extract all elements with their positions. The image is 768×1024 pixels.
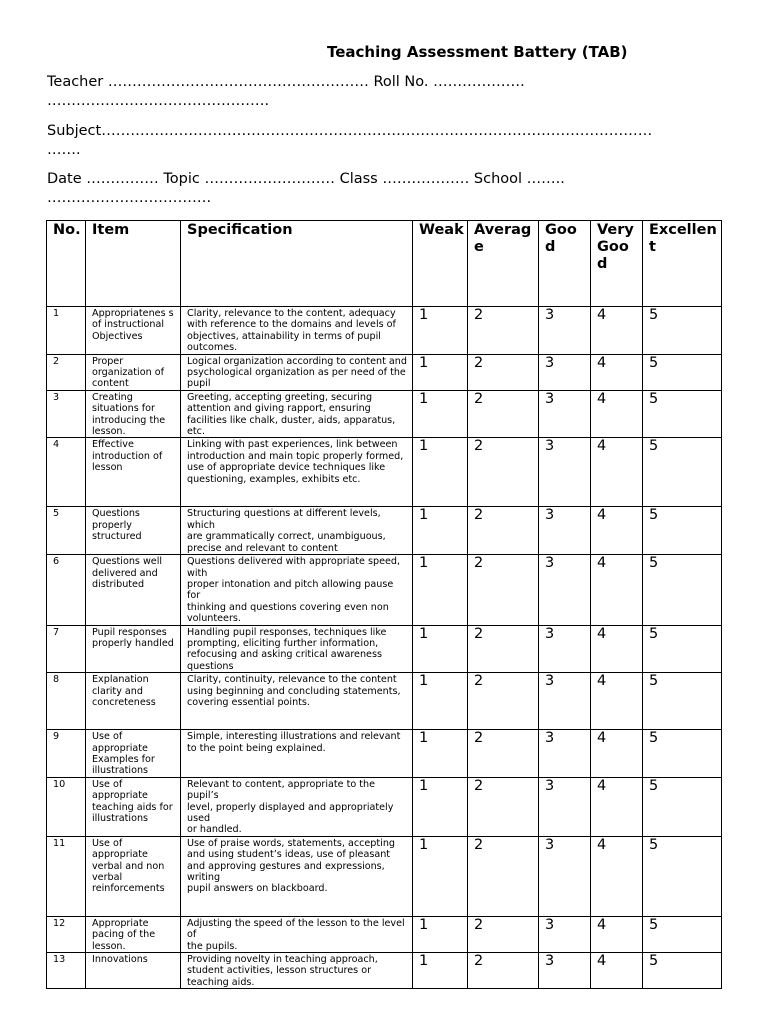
score-good: 3 — [539, 953, 591, 989]
row-specification: Logical organization according to content and psychological organization as per need of the pupil — [181, 354, 413, 390]
row-number: 13 — [47, 953, 86, 989]
row-specification: Simple, interesting illustrations and relevant to the point being explained. — [181, 730, 413, 778]
score-very-good: 4 — [591, 390, 643, 438]
score-very-good: 4 — [591, 953, 643, 989]
score-very-good: 4 — [591, 625, 643, 673]
score-excellent: 5 — [643, 673, 722, 730]
table-row — [47, 625, 722, 673]
score-good: 3 — [539, 307, 591, 355]
row-number: 11 — [47, 836, 86, 916]
score-excellent: 5 — [643, 354, 722, 390]
table-row — [47, 390, 722, 438]
score-weak: 1 — [413, 555, 468, 625]
date-topic-class-school-field-continued: ……………………………. — [47, 190, 212, 206]
assessment-table — [46, 220, 722, 989]
score-average: 2 — [468, 777, 539, 836]
row-item: Explanation clarity and concreteness — [86, 673, 181, 730]
score-very-good: 4 — [591, 836, 643, 916]
score-average: 2 — [468, 836, 539, 916]
row-specification: Relevant to content, appropriate to the pupil’s level, properly displayed and appropriately used or handled. — [181, 777, 413, 836]
row-item: Appropriatenes s of instructional Objectives — [86, 307, 181, 355]
row-number: 10 — [47, 777, 86, 836]
table-row — [47, 730, 722, 778]
header-good: Good — [539, 221, 591, 307]
row-number: 5 — [47, 507, 86, 555]
header-number: No. — [47, 221, 86, 307]
subject-field-continued: ……. — [47, 142, 81, 158]
row-item: Use of appropriate teaching aids for illustrations — [86, 777, 181, 836]
table-row — [47, 307, 722, 355]
header-average: Average — [468, 221, 539, 307]
teacher-roll-field: Teacher ……………………………………………… Roll No. ………………. — [47, 74, 525, 90]
score-average: 2 — [468, 730, 539, 778]
row-number: 9 — [47, 730, 86, 778]
score-very-good: 4 — [591, 438, 643, 507]
row-item: Use of appropriate Examples for illustrations — [86, 730, 181, 778]
table-row — [47, 916, 722, 952]
row-item: Creating situations for introducing the lesson. — [86, 390, 181, 438]
row-specification: Questions delivered with appropriate speed, with proper intonation and pitch allowing pause for thinking and questions covering even non volunteers. — [181, 555, 413, 625]
row-number: 12 — [47, 916, 86, 952]
teacher-roll-field-continued: ………………………………………. — [47, 93, 270, 109]
score-average: 2 — [468, 555, 539, 625]
score-excellent: 5 — [643, 625, 722, 673]
score-weak: 1 — [413, 625, 468, 673]
score-good: 3 — [539, 916, 591, 952]
score-weak: 1 — [413, 777, 468, 836]
row-specification: Providing novelty in teaching approach, student activities, lesson structures or teaching aids. — [181, 953, 413, 989]
score-weak: 1 — [413, 390, 468, 438]
score-average: 2 — [468, 390, 539, 438]
score-very-good: 4 — [591, 507, 643, 555]
score-very-good: 4 — [591, 777, 643, 836]
header-specification: Specification — [181, 221, 413, 307]
score-excellent: 5 — [643, 390, 722, 438]
header-weak: Weak — [413, 221, 468, 307]
score-very-good: 4 — [591, 730, 643, 778]
document-title: Teaching Assessment Battery (TAB) — [327, 43, 628, 61]
row-item: Pupil responses properly handled — [86, 625, 181, 673]
score-average: 2 — [468, 625, 539, 673]
score-good: 3 — [539, 555, 591, 625]
score-weak: 1 — [413, 953, 468, 989]
score-average: 2 — [468, 438, 539, 507]
row-item: Use of appropriate verbal and non verbal reinforcements — [86, 836, 181, 916]
score-excellent: 5 — [643, 555, 722, 625]
table-row — [47, 507, 722, 555]
score-average: 2 — [468, 507, 539, 555]
row-specification: Adjusting the speed of the lesson to the level of the pupils. — [181, 916, 413, 952]
table-row — [47, 354, 722, 390]
score-weak: 1 — [413, 307, 468, 355]
row-item: Proper organization of content — [86, 354, 181, 390]
score-good: 3 — [539, 730, 591, 778]
row-specification: Linking with past experiences, link between introduction and main topic properly formed, use of appropriate device techniques like questioning, examples, exhibits etc. — [181, 438, 413, 507]
score-good: 3 — [539, 777, 591, 836]
row-number: 2 — [47, 354, 86, 390]
score-good: 3 — [539, 625, 591, 673]
row-item: Effective introduction of lesson — [86, 438, 181, 507]
row-specification: Clarity, relevance to the content, adequacy with reference to the domains and levels of objectives, attainability in terms of pupil outcomes. — [181, 307, 413, 355]
score-weak: 1 — [413, 507, 468, 555]
row-number: 6 — [47, 555, 86, 625]
row-number: 8 — [47, 673, 86, 730]
row-specification: Handling pupil responses, techniques like prompting, eliciting further information, refocusing and asking critical awareness questions — [181, 625, 413, 673]
score-excellent: 5 — [643, 438, 722, 507]
row-number: 3 — [47, 390, 86, 438]
table-row — [47, 438, 722, 507]
score-very-good: 4 — [591, 354, 643, 390]
score-weak: 1 — [413, 354, 468, 390]
table-row — [47, 673, 722, 730]
date-topic-class-school-field: Date …………… Topic ……………………… Class ……………… School …….. — [47, 171, 565, 187]
score-very-good: 4 — [591, 555, 643, 625]
row-item: Innovations — [86, 953, 181, 989]
score-good: 3 — [539, 354, 591, 390]
score-very-good: 4 — [591, 916, 643, 952]
score-weak: 1 — [413, 916, 468, 952]
score-excellent: 5 — [643, 836, 722, 916]
score-good: 3 — [539, 507, 591, 555]
score-excellent: 5 — [643, 307, 722, 355]
score-excellent: 5 — [643, 507, 722, 555]
score-weak: 1 — [413, 673, 468, 730]
score-average: 2 — [468, 354, 539, 390]
row-item: Questions properly structured — [86, 507, 181, 555]
score-average: 2 — [468, 307, 539, 355]
score-good: 3 — [539, 438, 591, 507]
row-number: 4 — [47, 438, 86, 507]
score-weak: 1 — [413, 730, 468, 778]
score-very-good: 4 — [591, 307, 643, 355]
score-excellent: 5 — [643, 953, 722, 989]
score-good: 3 — [539, 836, 591, 916]
score-average: 2 — [468, 916, 539, 952]
table-header-row — [47, 221, 722, 307]
score-very-good: 4 — [591, 673, 643, 730]
row-specification: Structuring questions at different levels, which are grammatically correct, unambiguous, precise and relevant to content — [181, 507, 413, 555]
score-average: 2 — [468, 673, 539, 730]
score-average: 2 — [468, 953, 539, 989]
subject-field: Subject…………………………………………………………………………………………………… — [47, 123, 653, 139]
score-excellent: 5 — [643, 730, 722, 778]
row-item: Questions well delivered and distributed — [86, 555, 181, 625]
header-excellent: Excellent — [643, 221, 722, 307]
score-weak: 1 — [413, 438, 468, 507]
row-specification: Greeting, accepting greeting, securing attention and giving rapport, ensuring facilities like chalk, duster, aids, apparatus, etc. — [181, 390, 413, 438]
score-good: 3 — [539, 673, 591, 730]
row-number: 7 — [47, 625, 86, 673]
score-weak: 1 — [413, 836, 468, 916]
table-row — [47, 555, 722, 625]
row-specification: Use of praise words, statements, accepting and using student’s ideas, use of pleasant and approving gestures and expressions, writing pupil answers on blackboard. — [181, 836, 413, 916]
score-good: 3 — [539, 390, 591, 438]
row-item: Appropriate pacing of the lesson. — [86, 916, 181, 952]
score-excellent: 5 — [643, 916, 722, 952]
row-specification: Clarity, continuity, relevance to the content using beginning and concluding statements, covering essential points. — [181, 673, 413, 730]
header-item: Item — [86, 221, 181, 307]
row-number: 1 — [47, 307, 86, 355]
table-row — [47, 836, 722, 916]
table-row — [47, 777, 722, 836]
table-row — [47, 953, 722, 989]
header-very-good: Very Good — [591, 221, 643, 307]
score-excellent: 5 — [643, 777, 722, 836]
